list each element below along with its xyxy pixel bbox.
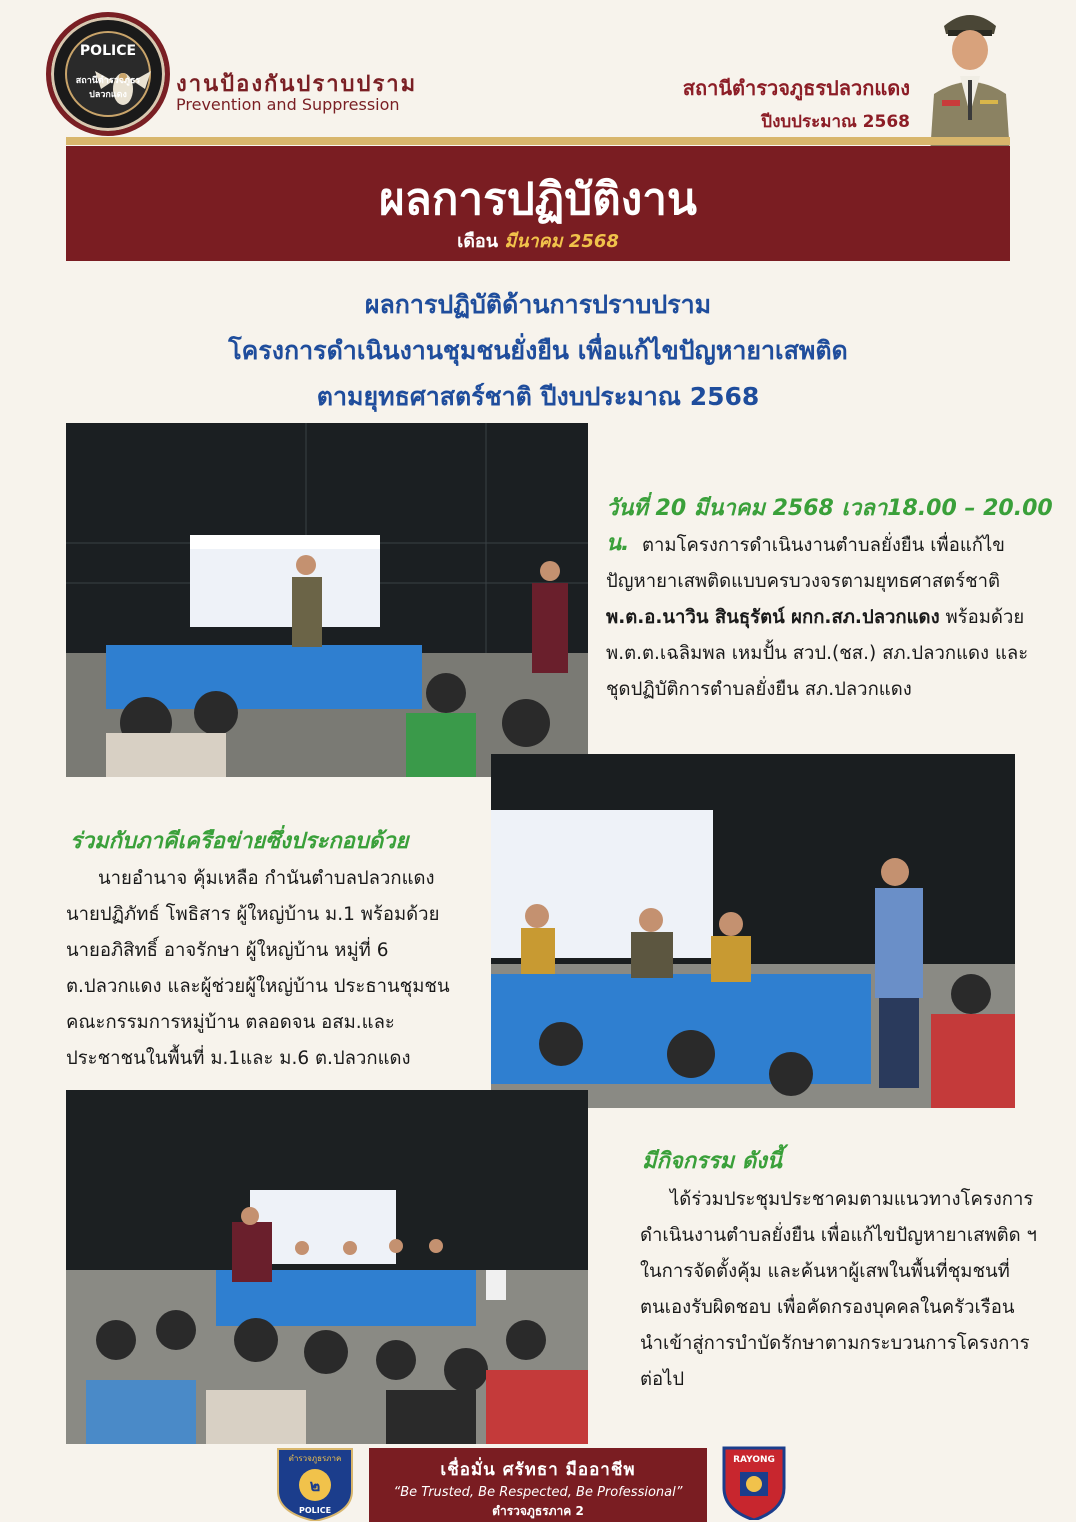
section1-line-3: [606, 600, 1066, 636]
logo-subtext: สถานีตำรวจภูธรปลวกแดง: [75, 76, 141, 100]
section3-line-4: ตนเองรับผิดชอบ เพื่อคัดกรองบุคคลในครัวเรือน: [640, 1297, 1015, 1318]
section2-line-1: นายอำนาจ คุ้มเหลือ กำนันตำบลปลวกแดง: [98, 868, 435, 889]
section3-body: [640, 1182, 1070, 1398]
footer-motto-box: [369, 1448, 707, 1522]
section2-title: ร่วมกับภาคีเครือข่ายซึ่งประกอบด้วย: [70, 829, 409, 854]
commander-name: พ.ต.อ.นาวิน สินธุรัตน์ ผกก.สภ.ปลวกแดง: [606, 607, 940, 628]
footer-motto: เชื่อมั่น ศรัทธา มืออาชีพ: [440, 1460, 636, 1480]
section1-line-2: ปัญหายาเสพติดแบบครบวงจรตามยุทธศาสตร์ชาติ: [606, 571, 1001, 592]
section3-line-5: นำเข้าสู่การบำบัดรักษาตามกระบวนการโครงการ: [640, 1333, 1030, 1354]
section1-body: [606, 528, 1066, 708]
badge-left-bottom: POLICE: [298, 1506, 332, 1515]
section2-line-4: ต.ปลวกแดง และผู้ช่วยผู้ใหญ่บ้าน ประธานชุมชน: [66, 976, 450, 997]
station-name: สถานีตำรวจภูธรปลวกแดง: [682, 76, 910, 100]
section2-line-2: นายปฏิภัทธ์ โพธิสาร ผู้ใหญ่บ้าน ม.1 พร้อมด้วย: [66, 904, 440, 925]
header-divider: [66, 137, 1010, 145]
event-photo-1: [66, 423, 588, 777]
logo-inner-ring: [65, 31, 151, 117]
section2-line-5: คณะกรรมการหมู่บ้าน ตลอดจน อสม.และ: [66, 1012, 395, 1033]
section1-line-4: พ.ต.ต.เฉลิมพล เหมปั้น สวป.(ชส.) สภ.ปลวกแดง และ: [606, 643, 1029, 664]
badge-left-num: ๒: [309, 1476, 321, 1495]
event-photo-2: [491, 754, 1015, 1108]
event-photo-3: [66, 1090, 588, 1444]
badge-left-top: ตำรวจภูธรภาค: [288, 1454, 342, 1463]
banner-month: [66, 226, 1010, 255]
section3-line-3: ในการจัดตั้งคุ้ม และค้นหาผู้เสพในพื้นที่ชุมชนที่: [640, 1261, 1010, 1282]
section1-line-1: ตามโครงการดำเนินงานตำบลยั่งยืน เพื่อแก้ไข: [642, 535, 1005, 556]
section2-body: [66, 861, 486, 1077]
month-prefix: เดือน: [457, 231, 499, 252]
section1-line-5: ชุดปฏิบัติการตำบลยั่งยืน สภ.ปลวกแดง: [606, 679, 912, 700]
heading-line-1: ผลการปฏิบัติด้านการปราบปราม: [364, 290, 712, 319]
title-banner: [66, 146, 1010, 261]
unit-title: งานป้องกันปราบปราม: [176, 72, 418, 97]
fiscal-year: ปีงบประมาณ 2568: [761, 112, 910, 132]
region-police-badge-icon: [270, 1445, 360, 1521]
police-logo: [46, 12, 170, 136]
month-value: มีนาคม 2568: [504, 231, 619, 252]
section3-line-6: ต่อไป: [640, 1369, 685, 1390]
unit-subtitle: Prevention and Suppression: [176, 95, 400, 114]
footer-region: ตำรวจภูธรภาค 2: [492, 1504, 584, 1518]
officer-portrait: [924, 4, 1016, 154]
badge-right-text: RAYONG: [733, 1455, 775, 1465]
heading-line-2: โครงการดำเนินงานชุมชนยั่งยืน เพื่อแก้ไขปัญหายาเสพติด: [228, 336, 848, 365]
section3-title: มีกิจกรรม ดังนี้: [642, 1149, 782, 1174]
section1-line-3-rest: พร้อมด้วย: [939, 607, 1025, 628]
section2-line-3: นายอภิสิทธิ์ อาจรักษา ผู้ใหญ่บ้าน หมู่ที่ 6: [66, 940, 389, 961]
section3-line-2: ดำเนินงานตำบลยั่งยืน เพื่อแก้ไขปัญหายาเสพติด ฯ: [640, 1225, 1037, 1246]
section3-line-1: ได้ร่วมประชุมประชาคมตามแนวทางโครงการ: [670, 1189, 1034, 1210]
heading-line-3: ตามยุทธศาสตร์ชาติ ปีงบประมาณ 2568: [316, 382, 760, 411]
logo-text: POLICE: [79, 43, 137, 59]
section2-line-6: ประชาชนในพื้นที่ ม.1และ ม.6 ต.ปลวกแดง: [66, 1048, 411, 1069]
banner-title: ผลการปฏิบัติงาน: [379, 174, 697, 225]
rayong-police-badge-icon: [720, 1444, 788, 1520]
footer-motto-en: “Be Trusted, Be Respected, Be Professional”: [393, 1485, 683, 1500]
section1-title: วันที่ 20 มีนาคม 2568 เวลา18.00 – 20.00 น.: [606, 496, 1053, 556]
